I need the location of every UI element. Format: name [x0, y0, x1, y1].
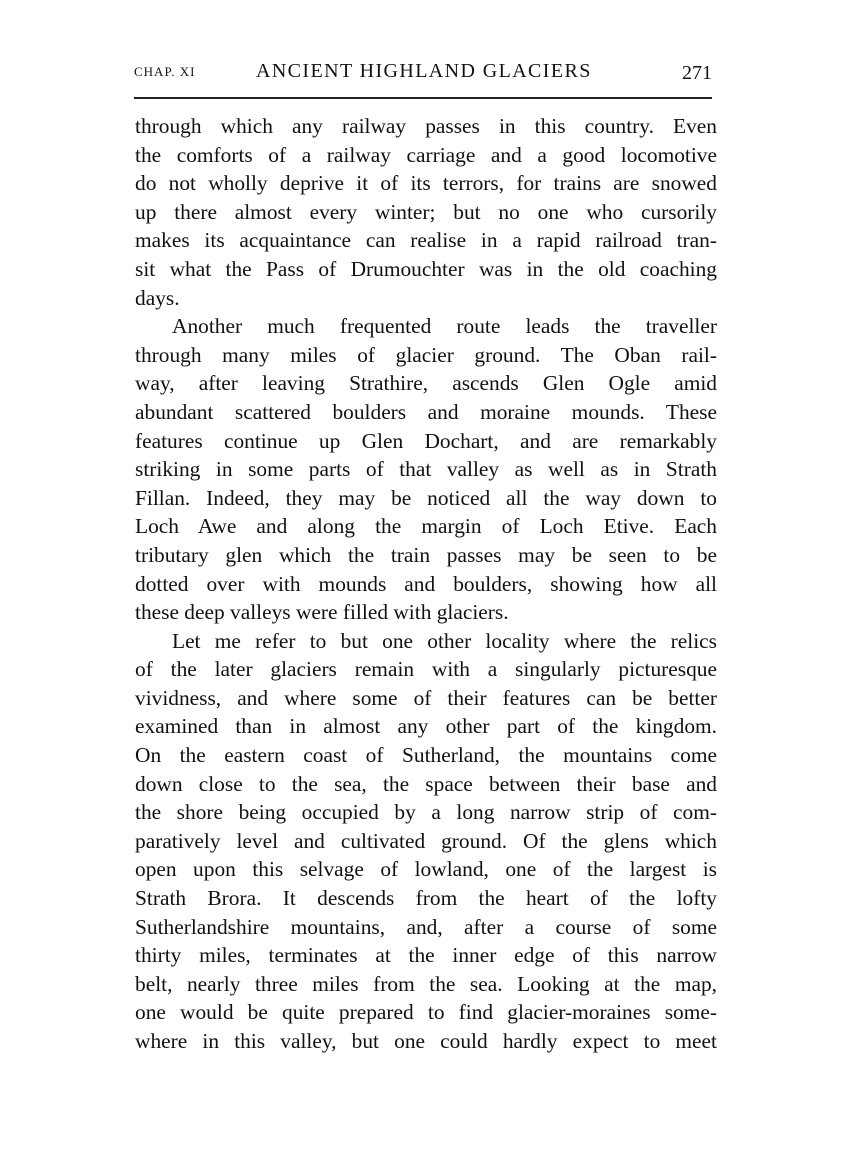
text-line: tributary glen which the train passes may be seen to be: [135, 542, 717, 567]
text-line: of the later glaciers remain with a singularly picturesque: [135, 657, 717, 682]
text-line: Let me refer to but one other locality where the relics: [172, 628, 717, 653]
text-line: features continue up Glen Dochart, and are remarkably: [135, 428, 717, 453]
paragraph-2: [135, 312, 717, 627]
text-line: dotted over with mounds and boulders, showing how all: [135, 571, 717, 596]
text-line: up there almost every winter; but no one who cursorily: [135, 199, 717, 224]
text-line: Sutherlandshire mountains, and, after a course of some: [135, 914, 717, 939]
header-rule: [134, 97, 712, 99]
text-line: vividness, and where some of their features can be better: [135, 685, 717, 710]
text-line: abundant scattered boulders and moraine mounds. These: [135, 399, 717, 424]
text-line: where in this valley, but one could hardly expect to meet: [135, 1029, 717, 1053]
text-line: examined than in almost any other part of the kingdom.: [135, 714, 717, 739]
text-line: thirty miles, terminates at the inner edge of this narrow: [135, 943, 717, 968]
paragraph-1: [135, 112, 717, 312]
text-line: do not wholly deprive it of its terrors, for trains are snowed: [135, 171, 717, 196]
running-head: [134, 60, 712, 90]
text-line: makes its acquaintance can realise in a rapid railroad tran-: [135, 228, 717, 253]
text-line: On the eastern coast of Sutherland, the mountains come: [135, 743, 717, 768]
page-number: 271: [682, 62, 712, 84]
text-line: sit what the Pass of Drumouchter was in the old coaching: [135, 256, 717, 281]
text-line: way, after leaving Strathire, ascends Glen Ogle amid: [135, 371, 717, 396]
text-line: belt, nearly three miles from the sea. Looking at the map,: [135, 971, 717, 996]
text-line: paratively level and cultivated ground. Of the glens which: [135, 828, 717, 853]
text-line: down close to the sea, the space between their base and: [135, 771, 717, 796]
paragraph-3: [135, 627, 717, 1056]
text-line: Another much frequented route leads the traveller: [172, 314, 717, 339]
text-line: these deep valleys were filled with glaciers.: [135, 600, 509, 625]
text-line: Loch Awe and along the margin of Loch Etive. Each: [135, 514, 717, 539]
body-text: [135, 112, 717, 1056]
text-line: through many miles of glacier ground. The Oban rail-: [135, 342, 717, 367]
text-line: striking in some parts of that valley as well as in Strath: [135, 457, 717, 482]
running-title: ANCIENT HIGHLAND GLACIERS: [256, 60, 592, 82]
text-line: open upon this selvage of lowland, one of the largest is: [135, 857, 717, 882]
text-line: Strath Brora. It descends from the heart of the lofty: [135, 886, 717, 911]
text-line: through which any railway passes in this country. Even: [135, 114, 717, 138]
text-line: the shore being occupied by a long narrow strip of com-: [135, 800, 717, 825]
text-line: Fillan. Indeed, they may be noticed all the way down to: [135, 485, 717, 510]
text-line: the comforts of a railway carriage and a good locomotive: [135, 142, 717, 167]
chapter-label: CHAP. XI: [134, 64, 196, 79]
text-line: days.: [135, 285, 180, 310]
text-line: one would be quite prepared to find glacier-moraines some-: [135, 1000, 717, 1025]
